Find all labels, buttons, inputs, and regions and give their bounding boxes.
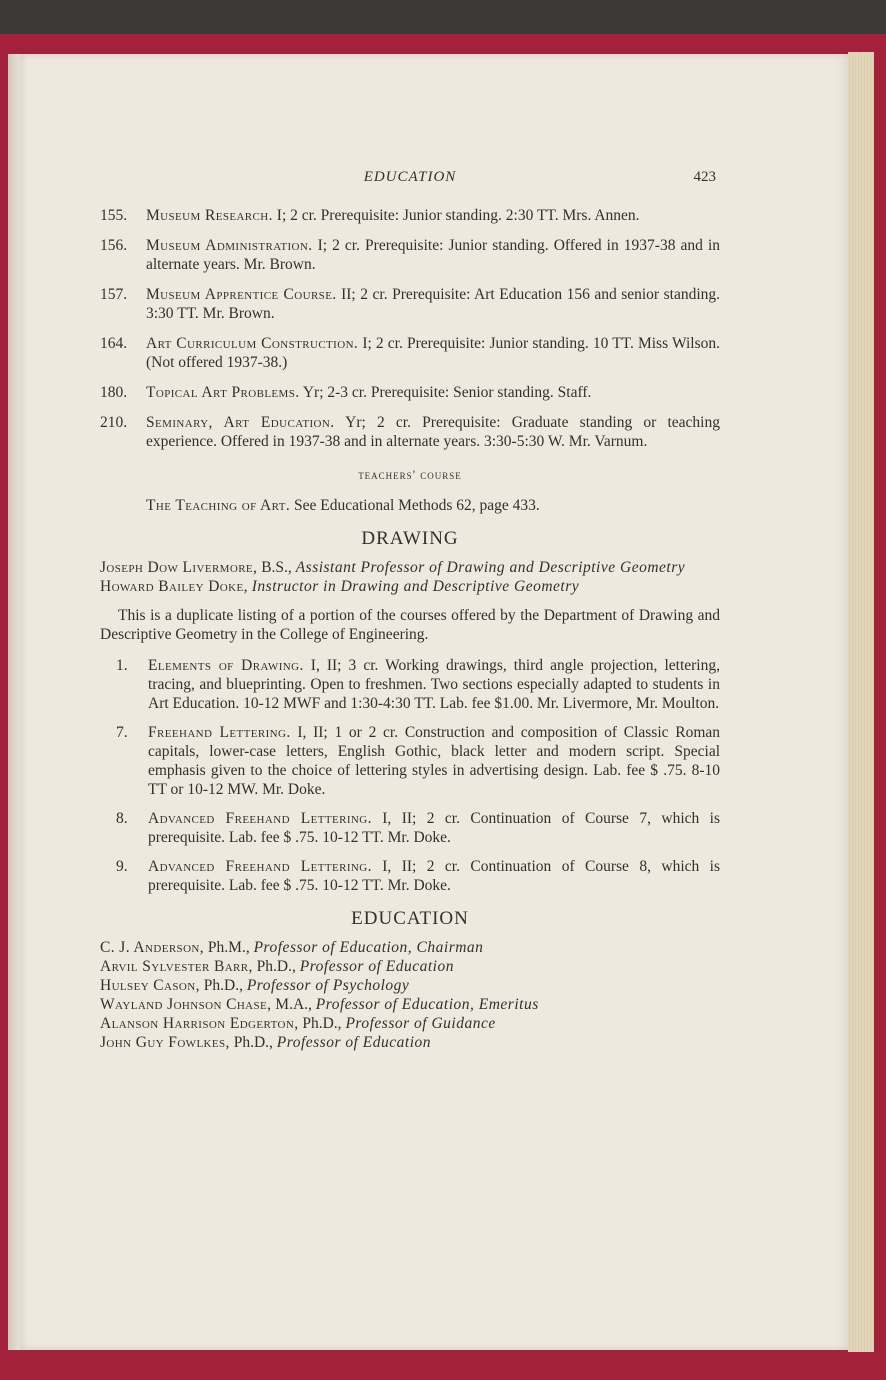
- faculty-title: Professor of Guidance: [345, 1015, 496, 1032]
- faculty-name: Arvil Sylvester Barr,: [100, 958, 253, 975]
- faculty-name: Hulsey Cason,: [100, 977, 200, 994]
- course-name: Art Curriculum Construction.: [146, 335, 359, 352]
- faculty-degree: B.S.,: [261, 559, 292, 576]
- course-name: Seminary, Art Education.: [146, 414, 335, 431]
- faculty-entry: [100, 976, 720, 995]
- course-number: 164.: [100, 335, 128, 352]
- course-name: Elements of Drawing.: [148, 657, 304, 674]
- course-details: I; 2 cr. Prerequisite: Junior standing. 2:30 TT. Mrs. Annen.: [276, 207, 640, 224]
- faculty-name: Alanson Harrison Edgerton,: [100, 1015, 299, 1032]
- faculty-name: Wayland Johnson Chase,: [100, 996, 272, 1013]
- course-entry: [100, 383, 720, 402]
- course-name: Advanced Freehand Lettering.: [148, 858, 372, 875]
- faculty-entry: [100, 1033, 720, 1052]
- faculty-entry: [100, 558, 720, 577]
- course-entry: [100, 413, 720, 451]
- course-entry: [100, 809, 720, 847]
- faculty-entry: [100, 938, 720, 957]
- faculty-title: Professor of Psychology: [246, 977, 410, 994]
- running-head: [100, 168, 720, 192]
- course-details: I, II; 3 cr. Working drawings, third angle projection, lettering, tracing, and blueprinting. Open to freshmen. Two sections especially adapted to students in Art Education. 10-12 MWF and 1:30-4:30 TT. Lab. fee $1.00. Mr. Livermore, Mr. Moulton.: [148, 657, 720, 712]
- course-entry: [100, 723, 720, 799]
- teachers-course-entry: [146, 496, 720, 515]
- faculty-degree: Ph.D.,: [256, 958, 296, 975]
- course-number: 180.: [100, 384, 128, 401]
- course-name: Museum Administration.: [146, 237, 313, 254]
- course-details: Yr; 2 cr. Prerequisite: Graduate standing or teaching experience. Offered in 1937-38 and in alternate years. 3:30-5:30 W. Mr. Varnum.: [146, 414, 720, 450]
- faculty-name: John Guy Fowlkes,: [100, 1034, 230, 1051]
- course-name: Advanced Freehand Lettering.: [148, 810, 372, 827]
- faculty-name: Howard Bailey Doke,: [100, 578, 248, 595]
- course-number: 157.: [100, 286, 128, 303]
- course-details: II; 2 cr. Prerequisite: Art Education 156 and senior standing. 3:30 TT. Mr. Brown.: [146, 286, 721, 322]
- course-number: 210.: [100, 414, 128, 431]
- course-details: I, II; 1 or 2 cr. Construction and composition of Classic Roman capitals, lower-case letters, English Gothic, black letter and modern script. Special emphasis given to the choice of lettering styles in advertising design. Lab. fee $ .75. 8-10 TT or 10-12 MW. Mr. Doke.: [148, 724, 720, 798]
- course-details: See Educational Methods 62, page 433.: [293, 497, 540, 514]
- running-head-title: EDUCATION: [363, 169, 457, 185]
- faculty-degree: Ph.M.,: [207, 939, 250, 956]
- faculty-title: Professor of Education: [276, 1034, 432, 1051]
- page-gutter: [8, 54, 20, 1350]
- course-entry: [100, 334, 720, 372]
- faculty-degree: M.A.,: [275, 996, 312, 1013]
- course-entry: [100, 857, 720, 895]
- faculty-title: Assistant Professor of Drawing and Descriptive Geometry: [295, 559, 686, 576]
- course-number: 8.: [116, 810, 128, 827]
- course-details: I; 2 cr. Prerequisite: Junior standing. 10 TT. Miss Wilson. (Not offered 1937-38.): [146, 335, 720, 371]
- faculty-name: Joseph Dow Livermore,: [100, 559, 258, 576]
- faculty-name: C. J. Anderson,: [100, 939, 205, 956]
- education-section-title: EDUCATION: [351, 908, 469, 929]
- course-list-drawing: [100, 656, 720, 895]
- course-name: Topical Art Problems.: [146, 384, 300, 401]
- course-entry: [100, 656, 720, 713]
- page-text: [100, 168, 720, 1052]
- course-list-art-education: [100, 206, 720, 451]
- faculty-entry: [100, 995, 720, 1014]
- course-details: I, II; 2 cr. Continuation of Course 8, which is prerequisite. Lab. fee $ .75. 10-12 TT. Mr. Doke.: [148, 858, 720, 894]
- course-number: 9.: [116, 858, 128, 875]
- course-name: The Teaching of Art.: [146, 497, 291, 514]
- faculty-entry: [100, 957, 720, 976]
- course-details: Yr; 2-3 cr. Prerequisite: Senior standing. Staff.: [302, 384, 592, 401]
- course-name: Freehand Lettering.: [148, 724, 291, 741]
- page-edges: [848, 52, 874, 1352]
- course-number: 1.: [116, 657, 128, 674]
- faculty-title: Instructor in Drawing and Descriptive Geometry: [251, 578, 580, 595]
- faculty-entry: [100, 577, 720, 596]
- faculty-title: Professor of Education, Chairman: [253, 939, 484, 956]
- course-details: I; 2 cr. Prerequisite: Junior standing. Offered in 1937-38 and in alternate years. Mr. Brown.: [146, 237, 720, 273]
- faculty-title: Professor of Education, Emeritus: [315, 996, 539, 1013]
- faculty-degree: Ph.D.,: [302, 1015, 342, 1032]
- faculty-degree: Ph.D.,: [233, 1034, 273, 1051]
- drawing-intro: This is a duplicate listing of a portion of the courses offered by the Department of Drawing and Descriptive Geometry in the College of Engineering.: [100, 607, 720, 643]
- course-number: 156.: [100, 237, 128, 254]
- course-name: Museum Research.: [146, 207, 273, 224]
- faculty-title: Professor of Education: [299, 958, 454, 975]
- faculty-degree: Ph.D.,: [203, 977, 243, 994]
- course-entry: [100, 236, 720, 274]
- page-number: 423: [693, 169, 716, 185]
- course-entry: [100, 285, 720, 323]
- course-number: 7.: [116, 724, 128, 741]
- teachers-course-heading: teachers' course: [358, 467, 462, 482]
- course-details: I, II; 2 cr. Continuation of Course 7, which is prerequisite. Lab. fee $ .75. 10-12 TT. Mr. Doke.: [148, 810, 720, 846]
- course-number: 155.: [100, 207, 128, 224]
- course-entry: [100, 206, 720, 225]
- faculty-entry: [100, 1014, 720, 1033]
- course-name: Museum Apprentice Course.: [146, 286, 337, 303]
- drawing-section-title: DRAWING: [361, 528, 459, 549]
